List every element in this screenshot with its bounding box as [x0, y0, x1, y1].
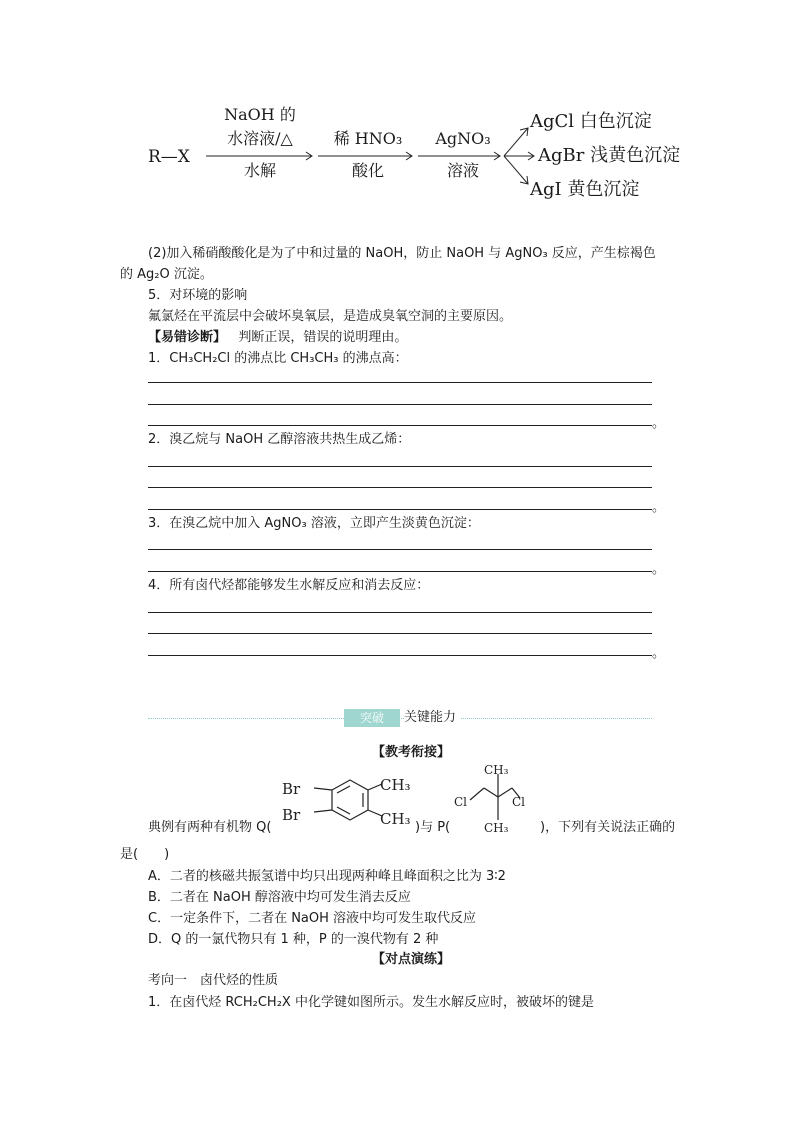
period: 。	[652, 562, 666, 577]
product-agcl: AgCl 白色沉淀	[530, 111, 652, 132]
flow-step1-top-2: 水溶液/△	[227, 129, 293, 148]
flow-step2-top: 稀 HNO₃	[333, 129, 403, 148]
q-label-ch3-2: CH₃	[380, 810, 411, 828]
example-stem-d: 是( )	[120, 847, 170, 862]
answer-line[interactable]	[148, 633, 652, 634]
example-stem-a: 典例有两种有机物 Q(	[148, 820, 272, 835]
option-a[interactable]: A．二者的核磁共振氢谱中均只出现两种峰且峰面积之比为 3∶2	[148, 869, 506, 884]
section-subtitle: 【教考衔接】	[372, 745, 451, 760]
option-d[interactable]: D．Q 的一氯代物只有 1 种，P 的一溴代物有 2 种	[148, 932, 439, 947]
question-2: 2．溴乙烷与 NaOH 乙醇溶液共热生成乙烯：	[148, 432, 411, 447]
diagnosis-text: 判断正误，错误的说明理由。	[238, 330, 408, 345]
answer-line[interactable]	[148, 509, 652, 510]
flow-step3-top: AgNO₃	[435, 129, 491, 148]
section-tag: 突破	[344, 709, 400, 727]
question-1: 1．CH₃CH₂Cl 的沸点比 CH₃CH₃ 的沸点高：	[148, 351, 408, 366]
answer-line[interactable]	[148, 404, 652, 405]
p-label-ch3-top: CH₃	[484, 763, 509, 777]
question-4: 4．所有卤代烃都能够发生水解反应和消去反应：	[148, 578, 430, 593]
q-label-ch3-1: CH₃	[380, 776, 411, 794]
practice-question-1: 1．在卤代烃 RCH₂CH₂X 中化学键如图所示。发生水解反应时，被破坏的键是	[148, 995, 594, 1010]
flow-branch-up	[504, 128, 528, 156]
practice-direction: 考向一 卤代烃的性质	[148, 973, 279, 988]
flow-step1-bottom: 水解	[243, 161, 276, 180]
option-b[interactable]: B．二者在 NaOH 醇溶液中均可发生消去反应	[148, 890, 411, 905]
section-divider	[148, 718, 652, 719]
p-label-ch3-bottom: CH₃	[484, 821, 509, 835]
option-c[interactable]: C．一定条件下，二者在 NaOH 溶液中均可发生取代反应	[148, 911, 477, 926]
answer-line[interactable]	[148, 425, 652, 426]
answer-line[interactable]	[148, 655, 652, 656]
answer-line[interactable]	[148, 487, 652, 488]
example-stem-c: )，下列有关说法正确的	[540, 820, 676, 835]
q-label-br2: Br	[282, 806, 301, 824]
section-5-text: 氟氯烃在平流层中会破坏臭氧层，是造成臭氧空洞的主要原因。	[148, 309, 513, 324]
product-agbr: AgBr 浅黄色沉淀	[538, 145, 681, 166]
bond-p-left-1	[484, 788, 498, 797]
bond-br1	[314, 788, 332, 790]
period: 。	[652, 500, 666, 515]
p-label-cl-right: Cl	[512, 795, 526, 809]
note-line-1: (2)加入稀硝酸酸化是为了中和过量的 NaOH，防止 NaOH 与 AgNO₃ 反应，产生棕褐色	[148, 246, 656, 261]
diagnosis-line	[148, 330, 407, 346]
practice-title: 【对点演练】	[372, 952, 451, 967]
period: 。	[652, 416, 666, 431]
answer-line[interactable]	[148, 549, 652, 550]
flow-branch-down	[504, 156, 528, 184]
flow-step2-bottom: 酸化	[351, 161, 384, 180]
section-title: 关键能力	[404, 709, 460, 727]
flow-start: R—X	[148, 147, 190, 167]
bond-p-left-2	[470, 788, 484, 800]
bond-p-right-1	[498, 788, 512, 797]
flow-step3-bottom: 溶液	[446, 161, 479, 180]
p-label-cl-left: Cl	[454, 795, 468, 809]
q-label-br1: Br	[282, 780, 301, 798]
flow-step1-top-1: NaOH 的	[224, 105, 296, 124]
period: 。	[652, 646, 666, 661]
answer-line[interactable]	[148, 612, 652, 613]
diagnosis-label: 【易错诊断】	[148, 330, 227, 345]
answer-line[interactable]	[148, 382, 652, 383]
note-line-2: 的 Ag₂O 沉淀。	[120, 267, 213, 282]
answer-line[interactable]	[148, 571, 652, 572]
answer-line[interactable]	[148, 466, 652, 467]
flow-arrows	[0, 0, 794, 210]
section-5-heading: 5．对环境的影响	[148, 288, 248, 303]
example-stem-b: )与 P(	[415, 820, 451, 835]
structure-diagrams	[270, 760, 540, 840]
product-agi: AgI 黄色沉淀	[530, 179, 640, 200]
bond-br2	[314, 810, 332, 812]
question-3: 3．在溴乙烷中加入 AgNO₃ 溶液，立即产生淡黄色沉淀：	[148, 516, 480, 531]
